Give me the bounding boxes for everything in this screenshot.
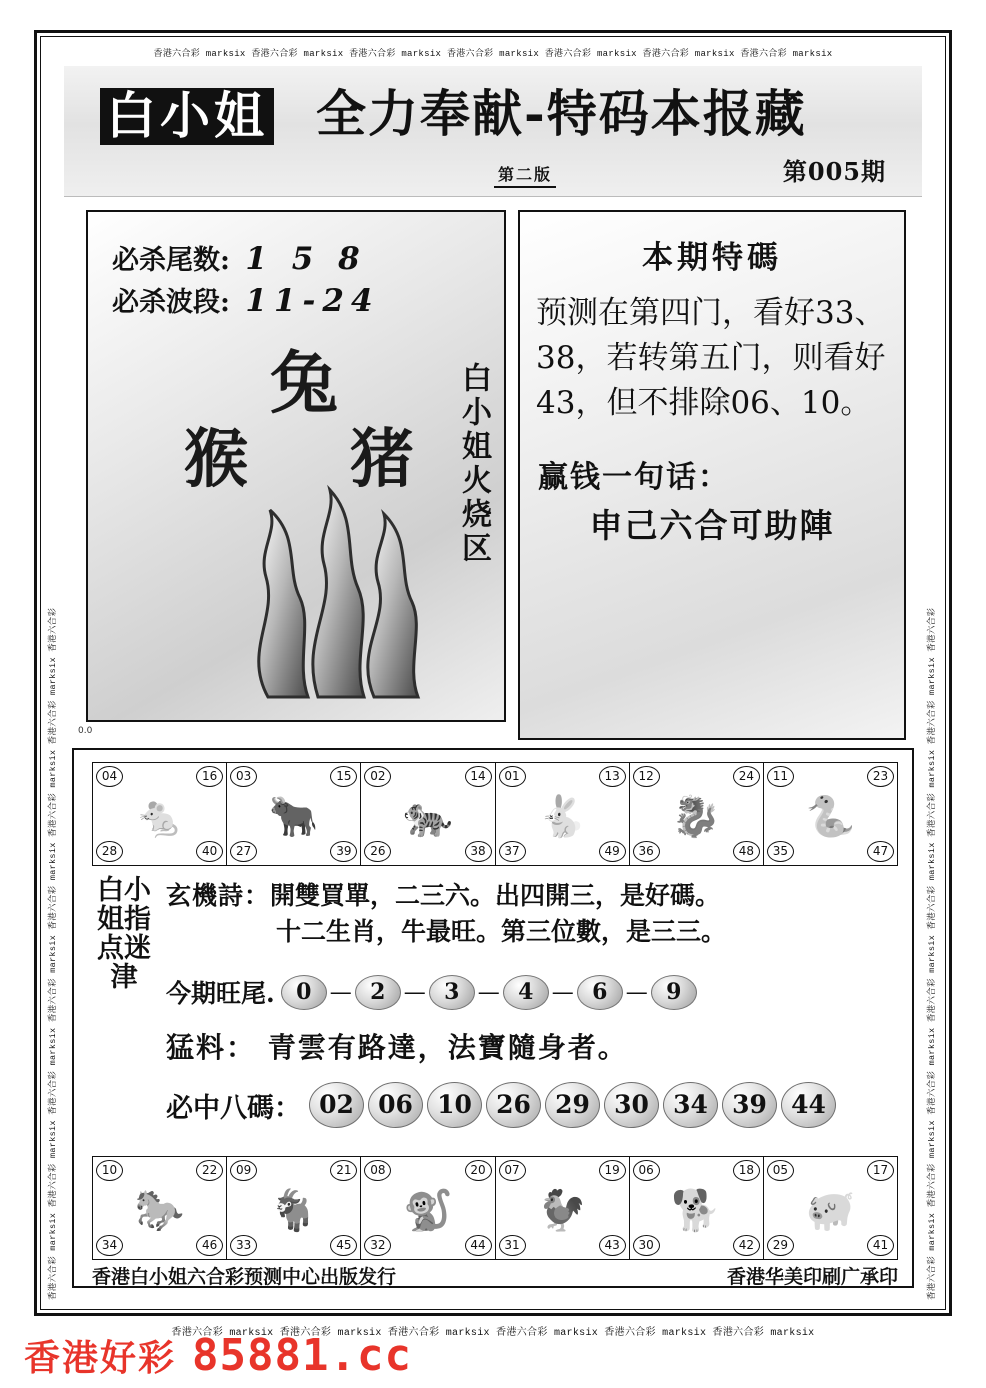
number-badge: 49 — [599, 841, 626, 862]
must-hit-ball[interactable]: 02 — [309, 1082, 364, 1128]
number-badge: 48 — [733, 841, 760, 862]
number-badge: 47 — [867, 841, 894, 862]
zodiac-secondary-right: 猪 — [350, 422, 414, 497]
dash-separator: — — [551, 979, 574, 1005]
kill-numbers-panel — [86, 210, 506, 722]
number-badge: 36 — [633, 841, 660, 862]
zodiac-cell[interactable] — [764, 1157, 897, 1259]
snake-icon: 🐍 — [805, 794, 856, 839]
watermark — [24, 1330, 412, 1381]
special-code-title: 本期特碼 — [642, 240, 782, 276]
special-code-body: 预测在第四门，看好33、38，若转第五门，则看好43，但不排除06、10。 — [536, 295, 886, 421]
number-badge: 39 — [330, 841, 357, 862]
masthead-brand: 白小姐 — [100, 88, 274, 145]
number-badge: 31 — [499, 1235, 526, 1256]
tail-ball[interactable]: 3 — [429, 975, 475, 1010]
kill-band-label: 必杀波段: — [112, 287, 230, 318]
number-badge: 15 — [330, 766, 357, 787]
poem-label: 玄機詩： — [166, 881, 271, 910]
zodiac-main: 兔 — [270, 344, 339, 424]
prediction-text-block — [92, 874, 898, 1150]
kill-band-row — [112, 280, 380, 319]
number-badge: 04 — [96, 766, 123, 787]
number-badge: 37 — [499, 841, 526, 862]
number-badge: 41 — [867, 1235, 894, 1256]
number-badge: 40 — [196, 841, 223, 862]
must-hit-ball[interactable]: 29 — [545, 1082, 600, 1128]
zodiac-cell[interactable] — [630, 1157, 764, 1259]
page-title: 全力奉献-特码本报藏 — [316, 84, 807, 143]
number-badge: 11 — [767, 766, 794, 787]
zodiac-cell[interactable] — [496, 1157, 630, 1259]
edition-label: 第二版 — [494, 162, 556, 188]
rooster-icon: 🐓 — [537, 1188, 587, 1233]
zodiac-row-top — [92, 762, 898, 866]
dash-separator: — — [625, 979, 648, 1005]
win-phrase-label: 赢钱一句话： — [538, 459, 730, 495]
must-hit-row — [166, 1082, 892, 1128]
number-badge: 24 — [733, 766, 760, 787]
dragon-icon: 🐉 — [671, 794, 722, 839]
rat-icon: 🐁 — [134, 794, 185, 839]
zodiac-cell[interactable] — [227, 1157, 361, 1259]
zodiac-row-bottom — [92, 1156, 898, 1260]
must-hit-ball[interactable]: 30 — [604, 1082, 659, 1128]
number-badge: 26 — [364, 841, 391, 862]
monkey-icon: 🐒 — [403, 1188, 453, 1233]
poem-block — [166, 878, 892, 951]
zodiac-table-panel — [72, 748, 914, 1288]
number-badge: 17 — [867, 1160, 894, 1181]
number-badge: 22 — [196, 1160, 223, 1181]
number-badge: 29 — [767, 1235, 794, 1256]
number-badge: 46 — [196, 1235, 223, 1256]
watermark-url: 85881.cc — [192, 1330, 412, 1381]
must-hit-ball[interactable]: 10 — [427, 1082, 482, 1128]
poem-line-1 — [166, 878, 892, 914]
number-badge: 33 — [230, 1235, 257, 1256]
number-badge: 08 — [364, 1160, 391, 1181]
number-badge: 35 — [767, 841, 794, 862]
number-badge: 14 — [465, 766, 492, 787]
number-badge: 10 — [96, 1160, 123, 1181]
number-badge: 20 — [465, 1160, 492, 1181]
number-badge: 28 — [96, 841, 123, 862]
zodiac-cell[interactable] — [496, 763, 630, 865]
marksix-strip-left: 香港六合彩 marksix 香港六合彩 marksix 香港六合彩 marksix 香港六合彩 marksix 香港六合彩 marksix 香港六合彩 marksix 香港六合彩 marksix 香港六合彩 — [48, 607, 58, 1300]
tail-ball[interactable]: 0 — [281, 975, 327, 1010]
horse-icon: 🐎 — [134, 1188, 185, 1233]
kill-tail-value: 1 5 8 — [245, 241, 367, 277]
poem-text-2: 十二生肖，牛最旺。第三位數，是三三。 — [276, 917, 727, 947]
corner-mark: 0.0 — [78, 726, 93, 736]
side-vertical-label: 白小姐指点迷津 — [97, 875, 151, 994]
number-badge: 05 — [767, 1160, 794, 1181]
dash-separator: — — [329, 979, 352, 1005]
special-code-panel — [518, 210, 906, 740]
kill-band-value: 11-24 — [245, 283, 380, 319]
number-badge: 45 — [330, 1235, 357, 1256]
number-badge: 34 — [96, 1235, 123, 1256]
vertical-section-label: 白小姐火烧区 — [456, 362, 491, 566]
hot-tip-text: 青雲有路達，法寶隨身者。 — [267, 1031, 628, 1064]
must-hit-ball[interactable]: 06 — [368, 1082, 423, 1128]
marksix-strip-bottom: 香港六合彩 marksix 香港六合彩 marksix 香港六合彩 marksix 香港六合彩 marksix 香港六合彩 marksix 香港六合彩 marksix — [171, 1328, 815, 1339]
win-phrase-text: 申己六合可助陣 — [589, 505, 835, 545]
number-badge: 12 — [633, 766, 660, 787]
number-badge: 07 — [499, 1160, 526, 1181]
rabbit-icon: 🐇 — [537, 794, 587, 839]
watermark-text: 香港好彩 — [24, 1337, 177, 1379]
number-badge: 27 — [230, 841, 257, 862]
must-hit-ball[interactable]: 34 — [663, 1082, 718, 1128]
number-badge: 32 — [364, 1235, 391, 1256]
marksix-strip-right: 香港六合彩 marksix 香港六合彩 marksix 香港六合彩 marksix 香港六合彩 marksix 香港六合彩 marksix 香港六合彩 marksix 香港六合彩 marksix 香港六合彩 — [927, 607, 937, 1300]
tiger-icon: 🐅 — [403, 794, 453, 839]
pig-icon: 🐖 — [805, 1188, 856, 1233]
tail-ball[interactable]: 9 — [651, 975, 697, 1010]
tail-ball[interactable]: 2 — [355, 975, 401, 1010]
dog-icon: 🐕 — [671, 1188, 722, 1233]
number-badge: 23 — [867, 766, 894, 787]
hot-tip-label: 猛料： — [166, 1031, 257, 1064]
number-badge: 30 — [633, 1235, 660, 1256]
zodiac-cell[interactable] — [630, 763, 764, 865]
number-badge: 03 — [230, 766, 257, 787]
number-badge: 42 — [733, 1235, 760, 1256]
masthead — [64, 66, 922, 197]
zodiac-cell[interactable] — [764, 763, 897, 865]
number-badge: 06 — [633, 1160, 660, 1181]
hot-tip-row — [166, 1026, 892, 1066]
must-hit-ball[interactable]: 26 — [486, 1082, 541, 1128]
number-badge: 44 — [465, 1235, 492, 1256]
kill-tail-label: 必杀尾数: — [112, 245, 230, 276]
marksix-strip-top: 香港六合彩 marksix 香港六合彩 marksix 香港六合彩 marksix 香港六合彩 marksix 香港六合彩 marksix 香港六合彩 marksix 香港六合彩 marksix — [153, 49, 833, 59]
publisher-left: 香港白小姐六合彩预测中心出版发行 — [92, 1266, 397, 1288]
must-hit-ball[interactable]: 39 — [722, 1082, 777, 1128]
poem-text-1: 開雙買單，二三六。出四開三，是好碼。 — [270, 881, 721, 910]
number-badge: 13 — [599, 766, 626, 787]
number-badge: 09 — [230, 1160, 257, 1181]
number-badge: 43 — [599, 1235, 626, 1256]
number-badge: 38 — [465, 841, 492, 862]
tail-ball[interactable]: 6 — [577, 975, 623, 1010]
hot-tail-label: 今期旺尾. — [166, 979, 275, 1008]
publisher-right: 香港华美印刷广承印 — [726, 1266, 898, 1288]
goat-icon: 🐐 — [268, 1188, 319, 1233]
hot-tail-row — [166, 974, 892, 1010]
number-badge: 01 — [499, 766, 526, 787]
dash-separator: — — [477, 979, 500, 1005]
zodiac-cell[interactable] — [361, 1157, 495, 1259]
zodiac-secondary-left: 猴 — [184, 422, 248, 497]
dash-separator: — — [403, 979, 426, 1005]
must-hit-ball[interactable]: 44 — [781, 1082, 836, 1128]
publisher-footer — [92, 1262, 898, 1289]
must-hit-label: 必中八碼： — [166, 1092, 301, 1124]
zodiac-cell[interactable] — [93, 763, 227, 865]
number-badge: 02 — [364, 766, 391, 787]
zodiac-cell[interactable] — [93, 1157, 227, 1259]
number-badge: 18 — [733, 1160, 760, 1181]
kill-tail-row — [112, 238, 367, 277]
number-badge: 19 — [599, 1160, 626, 1181]
tail-ball[interactable]: 4 — [503, 975, 549, 1010]
number-badge: 21 — [330, 1160, 357, 1181]
ox-icon: 🐂 — [268, 794, 319, 839]
number-badge: 16 — [196, 766, 223, 787]
zodiac-cell[interactable] — [227, 763, 361, 865]
zodiac-cell[interactable] — [361, 763, 495, 865]
issue-number: 第005期 — [782, 157, 886, 186]
